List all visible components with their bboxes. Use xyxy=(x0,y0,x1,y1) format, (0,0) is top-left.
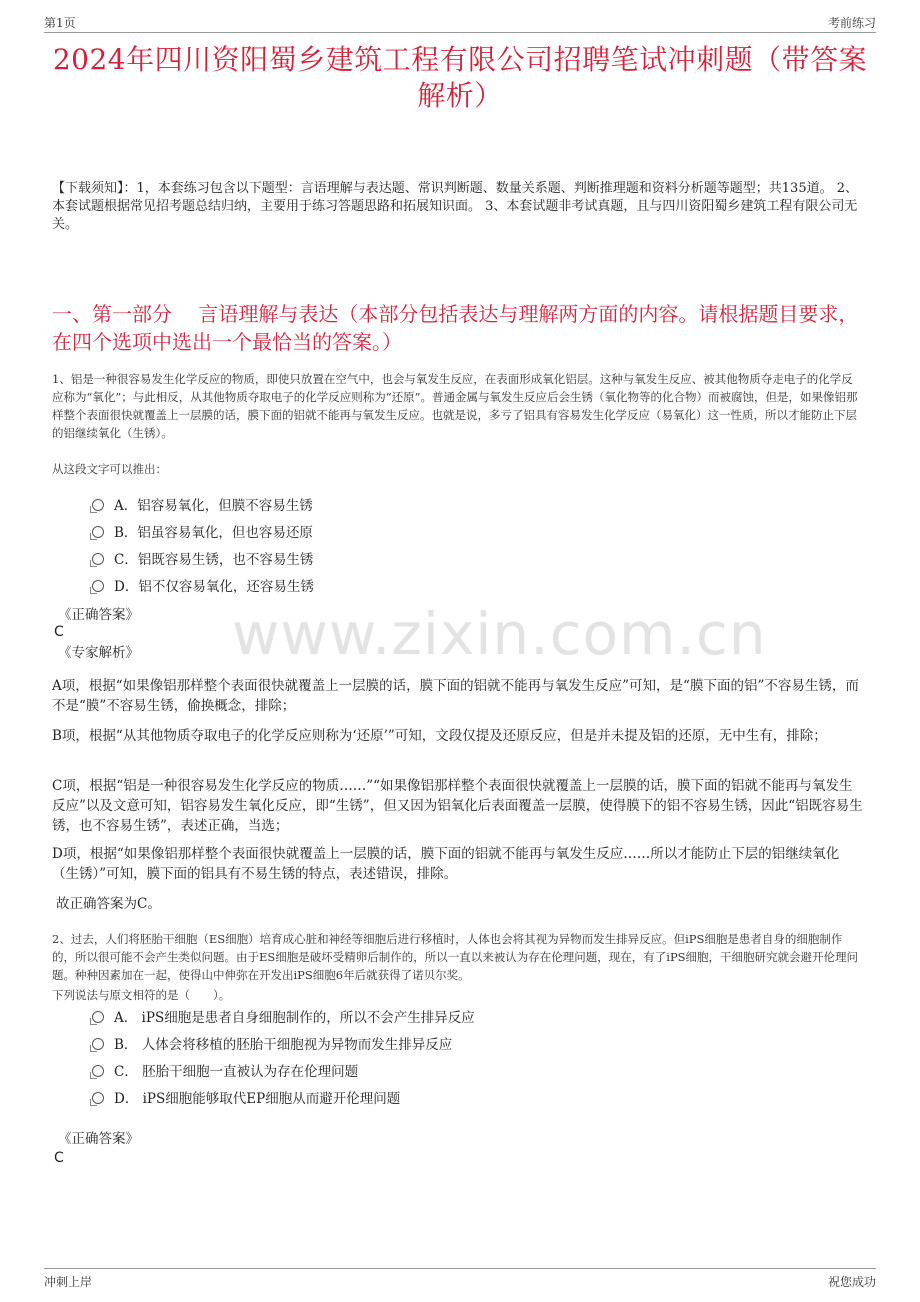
download-notice: 【下载须知】：1，本套练习包含以下题型：言语理解与表达题、常识判断题、数量关系题、判断推理题和资料分析题等题型；共135道。 2、本套试题根据常见招考题总结归纳，主要用于练习答题思路和拓展知识面。 3、本套试题非考试真题，且与四川资阳蜀乡建筑工程有限公司无关。 xyxy=(52,181,858,232)
q1-conclusion: 故正确答案为C。 xyxy=(56,896,161,912)
q2-option-a[interactable]: A． iPS细胞是患者自身细胞制作的，所以不会产生排异反应 xyxy=(92,1008,475,1028)
radio-icon[interactable] xyxy=(92,1011,104,1023)
page-number: 第1页 xyxy=(44,16,76,30)
radio-icon[interactable] xyxy=(92,1038,104,1050)
q1-option-d[interactable]: D．铝不仅容易氧化，还容易生锈 xyxy=(92,577,314,597)
q1-answer: C xyxy=(54,624,64,640)
q1-analysis-d: D项，根据“如果像铝那样整个表面很快就覆盖上一层膜的话，膜下面的铝就不能再与氧发生反应……所以才能防止下层的铝继续氧化（生锈）”可知，膜下面的铝具有不易生锈的特点，表述错误，排除。 xyxy=(52,846,840,882)
radio-icon[interactable] xyxy=(92,553,104,565)
q1-option-b[interactable]: B．铝虽容易氧化，但也容易还原 xyxy=(92,523,313,543)
q1-analysis-b: B项，根据“从其他物质夺取电子的化学反应则称为‘还原’”可知，文段仅提及还原反应，但是并未提及铝的还原，无中生有，排除； xyxy=(52,728,827,744)
q2-option-c[interactable]: C． 胚胎干细胞一直被认为存在伦理问题 xyxy=(92,1062,358,1082)
watermark: www.zixin.com.cn xyxy=(232,600,767,668)
radio-icon[interactable] xyxy=(92,499,104,511)
q2-option-b[interactable]: B． 人体会将移植的胚胎干细胞视为异物而发生排异反应 xyxy=(92,1035,452,1055)
question-1-prompt: 从这段文字可以推出： xyxy=(52,462,167,476)
question-1-stem: 1、铝是一种很容易发生化学反应的物质，即使只放置在空气中，也会与氧发生反应，在表面形成氧化铝层。这种与氧发生反应、被其他物质夺走电子的化学反应称为“氧化”；与此相反，从其他物质夺取电子的化学反应则称为“还原”。普通金属与氧发生反应后会生锈（氧化物等的化合物）而被腐蚀，但是，如果像铝那样整个表面很快就覆盖上一层膜的话，膜下面的铝就不能再与氧发生反应。也就是说，多亏了铝具有容易发生化学反应（易氧化）这一性质，所以才能防止下层的铝继续氧化（生锈）。 xyxy=(52,372,858,440)
page-footer xyxy=(44,1268,876,1293)
header-tag: 考前练习 xyxy=(827,16,876,30)
footer-right: 祝您成功 xyxy=(827,1275,876,1289)
document-title: 2024年四川资阳蜀乡建筑工程有限公司招聘笔试冲刺题（带答案解析） xyxy=(52,43,868,112)
q1-option-c[interactable]: C．铝既容易生锈，也不容易生锈 xyxy=(92,550,313,570)
q2-answer-label: 《正确答案》 xyxy=(58,1131,139,1147)
radio-icon[interactable] xyxy=(92,526,104,538)
question-2-stem: 2、过去，人们将胚胎干细胞（ES细胞）培育成心脏和神经等细胞后进行移植时，人体也会将其视为异物而发生排异反应。但iPS细胞是患者自身的细胞制作的，所以很可能不会产生类似问题。由于ES细胞是破坏受精卵后制作的，所以一直以来被认为存在伦理问题，现在，有了iPS细胞，干细胞研究就会避开伦理问题。种种因素加在一起，使得山中伸弥在开发出iPS细胞6年后就获得了诺贝尔奖。 xyxy=(52,932,859,982)
q2-option-d[interactable]: D． iPS细胞能够取代EP细胞从而避开伦理问题 xyxy=(92,1089,400,1109)
footer-left: 冲刺上岸 xyxy=(44,1275,93,1289)
radio-icon[interactable] xyxy=(92,1065,104,1077)
q1-option-a[interactable]: A．铝容易氧化，但膜不容易生锈 xyxy=(92,496,313,516)
section-heading: 一、第一部分 言语理解与表达（本部分包括表达与理解两方面的内容。请根据题目要求，在四个选项中选出一个最恰当的答案。） xyxy=(52,302,859,354)
radio-icon[interactable] xyxy=(92,1092,104,1104)
q1-answer-label: 《正确答案》 xyxy=(58,607,139,623)
q2-answer: C xyxy=(54,1150,64,1166)
q1-analysis-label: 《专家解析》 xyxy=(58,645,139,661)
q1-analysis-c: C项，根据“铝是一种很容易发生化学反应的物质……”“如果像铝那样整个表面很快就覆盖上一层膜的话，膜下面的铝就不能再与氧发生反应”以及文意可知，铝容易发生氧化反应，即“生锈”，但又因为铝氧化后表面覆盖一层膜，使得膜下的铝不容易生锈，因此“铝既容易生锈，也不容易生锈”，表述正确，当选； xyxy=(52,778,863,834)
q1-analysis-a: A项，根据“如果像铝那样整个表面很快就覆盖上一层膜的话，膜下面的铝就不能再与氧发生反应”可知，是“膜下面的铝”不容易生锈，而不是“膜”不容易生锈，偷换概念，排除； xyxy=(52,678,859,714)
radio-icon[interactable] xyxy=(92,580,104,592)
page-header xyxy=(44,12,876,33)
question-2-prompt: 下列说法与原文相符的是（ ）。 xyxy=(52,988,231,1002)
